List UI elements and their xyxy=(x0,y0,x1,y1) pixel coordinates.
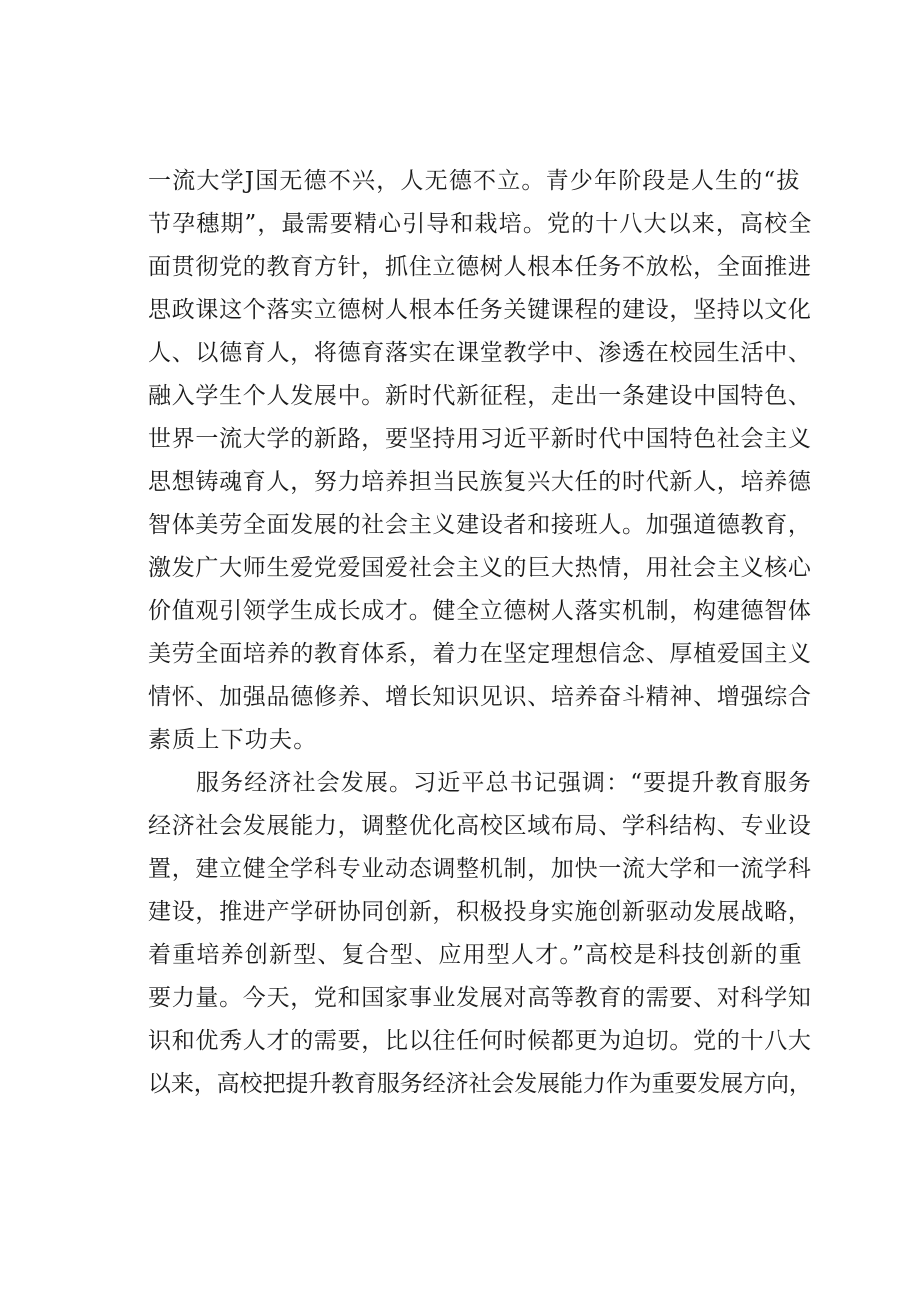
text-line: 价值观引领学生成长成才。健全立德树人落实机制，构建德智体 xyxy=(148,598,812,624)
text-line: 智体美劳全面发展的社会主义建设者和接班人。加强道德教育， xyxy=(148,512,812,538)
text-line: 人、以德育人，将德育落实在课堂教学中、渗透在校园生活中、 xyxy=(148,340,812,366)
text-line: 世界一流大学的新路，要坚持用习近平新时代中国特色社会主义 xyxy=(148,426,812,452)
paragraph-heading-line: 服务经济社会发展。习近平总书记强调：“要提升教育服务 xyxy=(196,770,812,796)
text-line: 识和优秀人才的需要，比以往任何时候都更为迫切。党的十八大 xyxy=(148,1028,812,1054)
text-line: 美劳全面培养的教育体系，着力在坚定理想信念、厚植爱国主义 xyxy=(148,641,812,667)
text-line: 融入学生个人发展中。新时代新征程，走出一条建设中国特色、 xyxy=(148,383,812,409)
text-line: 面贯彻党的教育方针，抓住立德树人根本任务不放松，全面推进 xyxy=(148,254,812,280)
text-line: 激发广大师生爱党爱国爱社会主义的巨大热情，用社会主义核心 xyxy=(148,555,812,581)
text-line: 要力量。今天，党和国家事业发展对高等教育的需要、对科学知 xyxy=(148,985,812,1011)
text-line: 一流大学J国无德不兴，人无德不立。青少年阶段是人生的“拔 xyxy=(148,168,801,194)
text-line: 情怀、加强品德修养、增长知识见识、培养奋斗精神、增强综合 xyxy=(148,684,812,710)
text-line: 建设，推进产学研协同创新，积极投身实施创新驱动发展战略， xyxy=(148,899,812,925)
text-line: 素质上下功夫。 xyxy=(148,727,318,753)
text-line: 思政课这个落实立德树人根本任务关键课程的建设，坚持以文化 xyxy=(148,297,812,323)
text-line: 置，建立健全学科专业动态调整机制，加快一流大学和一流学科 xyxy=(148,856,812,882)
text-line: 以来，高校把提升教育服务经济社会发展能力作为重要发展方向， xyxy=(148,1071,812,1097)
text-line: 着重培养创新型、复合型、应用型人才。”高校是科技创新的重 xyxy=(148,942,803,968)
text-line: 节孕穗期”，最需要精心引导和栽培。党的十八大以来，高校全 xyxy=(148,211,813,237)
body-text xyxy=(148,160,812,1106)
text-line: 经济社会发展能力，调整优化高校区域布局、学科结构、专业设 xyxy=(148,813,812,839)
text-line: 思想铸魂育人，努力培养担当民族复兴大任的时代新人，培养德 xyxy=(148,469,812,495)
